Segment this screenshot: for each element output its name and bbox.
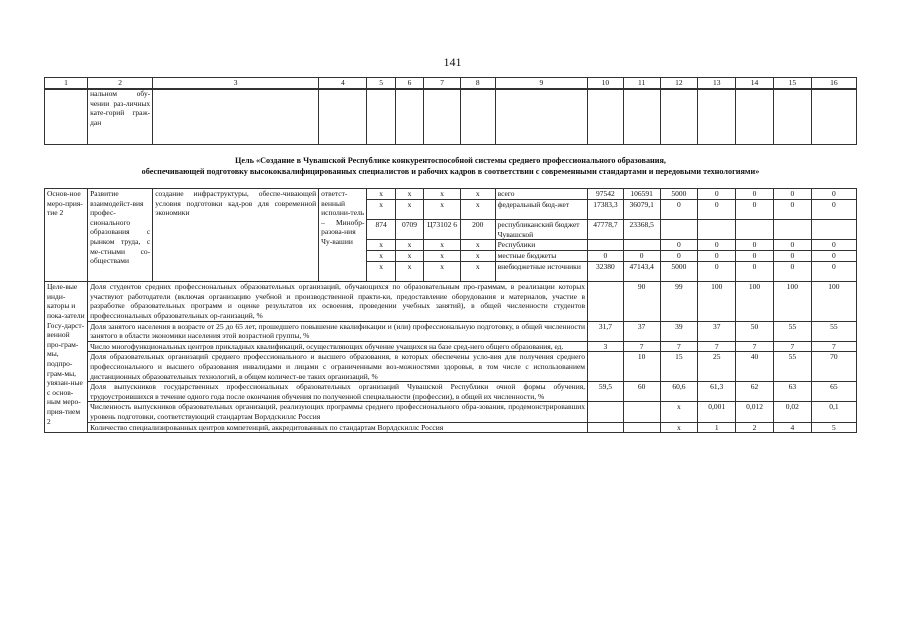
- indicator-value: 37: [623, 321, 660, 341]
- funding-source: местные бюджеты: [495, 251, 587, 262]
- column-number: 5: [367, 78, 395, 90]
- funding-source: республиканский бюджет Чувашской: [495, 220, 587, 240]
- event-label: Основ-ное меро-прия-тие 2: [45, 189, 88, 282]
- funding-value: 0: [660, 251, 698, 262]
- indicator-value: 55: [811, 321, 856, 341]
- indicator-value: 7: [623, 341, 660, 352]
- budget-code-c6: x: [395, 262, 423, 282]
- funding-value: 0: [811, 262, 856, 282]
- funding-value: 23368,5: [623, 220, 660, 240]
- funding-value: 5000: [660, 189, 698, 200]
- budget-code-c5: x: [367, 251, 395, 262]
- indicator-value: 7: [660, 341, 698, 352]
- column-number: 15: [773, 78, 811, 90]
- indicator-value: [588, 352, 624, 382]
- indicators-label: Целе-вые инди-каторы и пока-затели Госу-дарст-венной про-грам-мы, подпро-грам-мы, увязан-ные с основ-ным меро-прия-тием 2: [45, 282, 88, 433]
- event-description: создание инфраструктуры, обеспе-чивающей условия подготовки кад-ров для современной экономики: [153, 189, 319, 282]
- funding-value: 0: [811, 200, 856, 220]
- funding-value: 47143,4: [623, 262, 660, 282]
- cont-cell: [660, 89, 698, 145]
- budget-code-c6: x: [395, 189, 423, 200]
- indicator-value: [588, 422, 624, 433]
- budget-code-c7: Ц73102 6: [424, 220, 461, 240]
- budget-code-c8: x: [460, 200, 495, 220]
- cont-cell: [460, 89, 495, 145]
- cont-cell: [698, 89, 736, 145]
- budget-code-c6: x: [395, 240, 423, 251]
- budget-code-c8: x: [460, 262, 495, 282]
- cont-cell: [736, 89, 774, 145]
- event-name: Развитие взаимодейст-вия профес-сионального образования с рынком труда, с ме-стными со-обществами: [88, 189, 153, 282]
- column-number: 12: [660, 78, 698, 90]
- event-executor: ответст-венный исполни-тель – Минобр-разова-ния Чу-вашии: [319, 189, 367, 282]
- funding-value: [698, 220, 736, 240]
- cont-cell: [395, 89, 423, 145]
- funding-value: 0: [811, 189, 856, 200]
- indicator-value: 0,1: [811, 402, 856, 422]
- cont-cell: [319, 89, 367, 145]
- continuation-row: [44, 88, 857, 145]
- column-number: 8: [460, 78, 495, 90]
- column-number: 11: [623, 78, 660, 90]
- budget-code-c8: x: [460, 240, 495, 251]
- funding-source: федеральный бюд-жет: [495, 200, 587, 220]
- indicator-value: 59,5: [588, 382, 624, 402]
- indicator-text: Численность выпускников образовательных организаций, реализующих программы среднего профессионального обра-зования, продемонстрировавших уровень подготовки, соответствующий стандартам Ворлдскиллс Россия: [88, 402, 588, 422]
- indicator-text: Доля занятого населения в возрасте от 25 до 65 лет, прошедшего повышение квалификации и (или) профессиональную подготовку, в общей численности занятого в области экономики населения этой возрастной группы, %: [88, 321, 588, 341]
- funding-value: [811, 220, 856, 240]
- indicator-value: 7: [698, 341, 736, 352]
- indicator-value: 60: [623, 382, 660, 402]
- funding-value: 0: [736, 251, 774, 262]
- indicator-value: 55: [773, 321, 811, 341]
- indicator-value: 25: [698, 352, 736, 382]
- indicator-value: x: [660, 402, 698, 422]
- funding-value: 0: [773, 189, 811, 200]
- column-number: 1: [45, 78, 88, 90]
- funding-value: 0: [698, 189, 736, 200]
- column-number: 13: [698, 78, 736, 90]
- budget-code-c5: x: [367, 189, 395, 200]
- funding-value: 0: [698, 251, 736, 262]
- budget-code-c6: x: [395, 200, 423, 220]
- indicator-text: Доля студентов средних профессиональных образовательных организаций, обучающихся по образовательным про-граммам, в реализации которых участвуют работодатели (включая организацию учебной и производственной практи-ки, предоставление оборудования и материалов, участие в разработке образовательных программ и оценке результатов их освоения, проведении учебных занятий), в общей численности студентов профессиональных образовательных ор-ганизаций, %: [88, 282, 588, 321]
- funding-value: 32380: [588, 262, 624, 282]
- funding-value: 0: [698, 240, 736, 251]
- funding-value: 0: [623, 251, 660, 262]
- indicator-value: 70: [811, 352, 856, 382]
- funding-value: 0: [773, 240, 811, 251]
- goal-line-1: Цель «Создание в Чувашской Республике конкурентоспособной системы среднего профессионального образования,: [235, 156, 666, 165]
- main-table: [44, 188, 857, 433]
- column-number: 9: [495, 78, 587, 90]
- funding-value: 0: [588, 251, 624, 262]
- funding-value: 0: [736, 262, 774, 282]
- indicator-value: 7: [811, 341, 856, 352]
- page-number: 141: [443, 55, 462, 69]
- indicator-value: 100: [698, 282, 736, 321]
- budget-code-c7: x: [424, 189, 461, 200]
- funding-value: 0: [773, 251, 811, 262]
- cont-cell: [623, 89, 660, 145]
- indicator-value: 39: [660, 321, 698, 341]
- indicator-value: 10: [623, 352, 660, 382]
- column-number: 14: [736, 78, 774, 90]
- indicator-value: [623, 422, 660, 433]
- cont-cell: [588, 89, 624, 145]
- funding-value: 17383,3: [588, 200, 624, 220]
- continued-text: нальном обу-чении раз-личных кате-горий граж-дан: [88, 89, 153, 145]
- funding-value: [588, 240, 624, 251]
- funding-value: 106591: [623, 189, 660, 200]
- column-number: 6: [395, 78, 423, 90]
- indicator-value: 61,3: [698, 382, 736, 402]
- indicator-value: 63: [773, 382, 811, 402]
- indicator-value: 50: [736, 321, 774, 341]
- funding-source: внебюджетные источники: [495, 262, 587, 282]
- cont-cell: [495, 89, 587, 145]
- funding-value: 47778,7: [588, 220, 624, 240]
- indicator-value: 5: [811, 422, 856, 433]
- indicator-value: 0,012: [736, 402, 774, 422]
- funding-value: 0: [811, 251, 856, 262]
- funding-value: 0: [773, 262, 811, 282]
- indicator-value: 0,001: [698, 402, 736, 422]
- goal-heading: [44, 156, 857, 177]
- indicator-value: 100: [811, 282, 856, 321]
- funding-value: 0: [811, 240, 856, 251]
- indicator-value: 3: [588, 341, 624, 352]
- budget-code-c6: x: [395, 251, 423, 262]
- indicator-text: Число многофункциональных центров прикладных квалификаций, осуществляющих обучение учащихся на базе сред-него общего образования, ед.: [88, 341, 588, 352]
- column-number: 7: [424, 78, 461, 90]
- indicator-value: 40: [736, 352, 774, 382]
- indicator-value: [588, 282, 624, 321]
- indicator-value: 100: [773, 282, 811, 321]
- column-number: 4: [319, 78, 367, 90]
- indicator-value: [588, 402, 624, 422]
- indicator-value: 100: [736, 282, 774, 321]
- indicator-value: 65: [811, 382, 856, 402]
- funding-value: 0: [736, 189, 774, 200]
- funding-value: [660, 220, 698, 240]
- funding-value: [773, 220, 811, 240]
- indicator-value: 31,7: [588, 321, 624, 341]
- column-number: 16: [811, 78, 856, 90]
- indicator-value: 1: [698, 422, 736, 433]
- indicator-value: 15: [660, 352, 698, 382]
- indicator-value: [623, 402, 660, 422]
- funding-source: всего: [495, 189, 587, 200]
- cont-cell: [153, 89, 319, 145]
- budget-code-c6: 0709: [395, 220, 423, 240]
- column-number: 2: [88, 78, 153, 90]
- cont-cell: [773, 89, 811, 145]
- column-number: 3: [153, 78, 319, 90]
- cont-cell: [424, 89, 461, 145]
- indicator-value: 99: [660, 282, 698, 321]
- indicator-value: x: [660, 422, 698, 433]
- indicator-text: Количество специализированных центров компетенций, аккредитованных по стандартам Ворлдскиллс Россия: [88, 422, 588, 433]
- funding-value: 36079,1: [623, 200, 660, 220]
- cont-cell: [45, 89, 88, 145]
- funding-value: 0: [736, 240, 774, 251]
- budget-code-c5: 874: [367, 220, 395, 240]
- funding-value: 0: [773, 200, 811, 220]
- funding-value: 0: [698, 200, 736, 220]
- indicator-value: 7: [773, 341, 811, 352]
- funding-value: 0: [660, 200, 698, 220]
- budget-code-c7: x: [424, 200, 461, 220]
- funding-source: Республики: [495, 240, 587, 251]
- indicator-text: Доля выпускников государственных профессиональных образовательных организаций Чувашской Республики очной формы обучения, трудоустроившихся в течение одного года после окончания обучения по полученной специальности (профессии), в общей их численности, %: [88, 382, 588, 402]
- budget-code-c7: x: [424, 240, 461, 251]
- funding-value: 5000: [660, 262, 698, 282]
- funding-value: 0: [736, 200, 774, 220]
- budget-code-c7: x: [424, 251, 461, 262]
- budget-code-c8: x: [460, 251, 495, 262]
- indicator-value: 55: [773, 352, 811, 382]
- column-number: 10: [588, 78, 624, 90]
- funding-value: 0: [660, 240, 698, 251]
- budget-code-c8: x: [460, 189, 495, 200]
- indicator-value: 37: [698, 321, 736, 341]
- indicator-value: 0,02: [773, 402, 811, 422]
- goal-line-2: обеспечивающей подготовку высококвалифицированных специалистов и рабочих кадров в соответствии с современными стандартами и передовыми технологиями»: [141, 166, 760, 176]
- indicator-value: 90: [623, 282, 660, 321]
- funding-value: 0: [698, 262, 736, 282]
- budget-code-c7: x: [424, 262, 461, 282]
- indicator-text: Доля образовательных организаций среднего профессионального и высшего образования, в которых обеспечены усло-вия для получения среднего профессионального и высшего образования инвалидами и лицами с ограниченными воз-можностями здоровья, в том числе с использованием дистанционных образовательных технологий, в общем количест-ве таких организаций, %: [88, 352, 588, 382]
- indicator-value: 62: [736, 382, 774, 402]
- indicator-value: 4: [773, 422, 811, 433]
- funding-value: [736, 220, 774, 240]
- cont-cell: [367, 89, 395, 145]
- indicator-value: 2: [736, 422, 774, 433]
- budget-code-c5: x: [367, 262, 395, 282]
- indicator-value: 7: [736, 341, 774, 352]
- funding-value: [623, 240, 660, 251]
- cont-cell: [811, 89, 856, 145]
- indicator-value: 60,6: [660, 382, 698, 402]
- funding-value: 97542: [588, 189, 624, 200]
- budget-code-c5: x: [367, 200, 395, 220]
- budget-code-c5: x: [367, 240, 395, 251]
- budget-code-c8: 200: [460, 220, 495, 240]
